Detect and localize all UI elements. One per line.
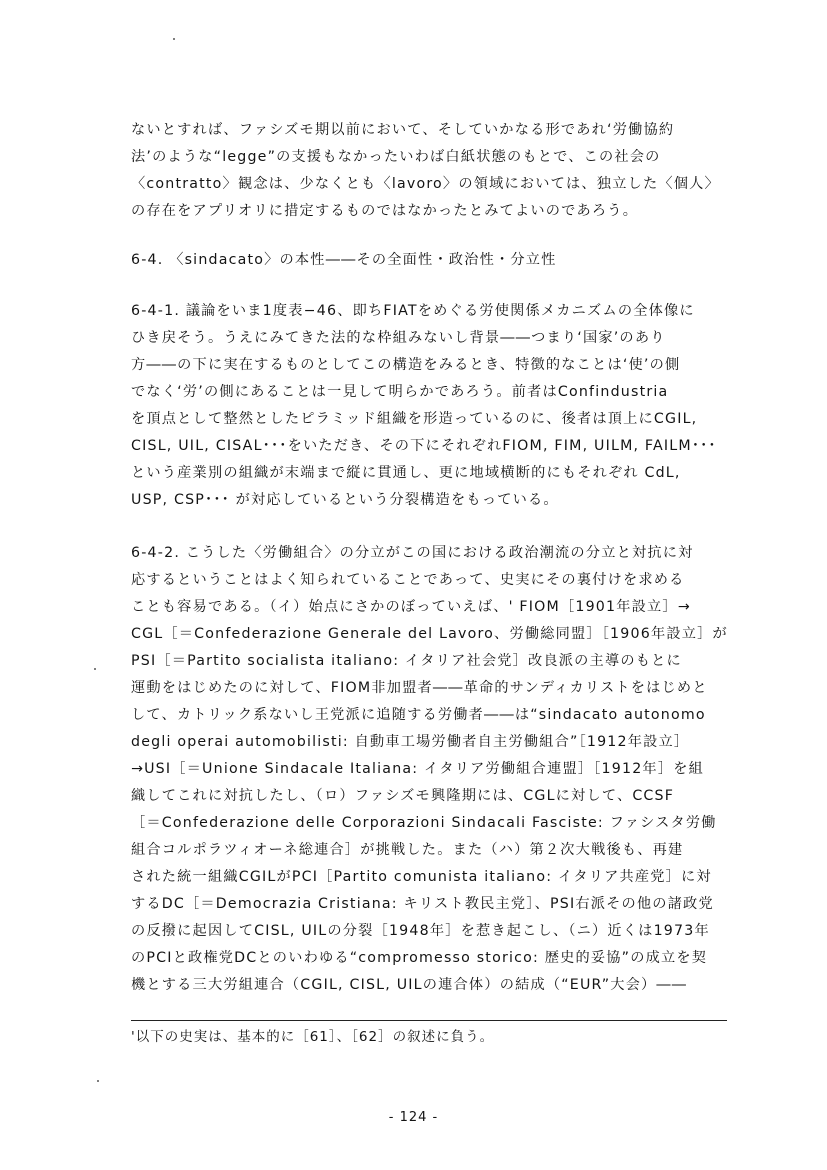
text-line: CGL［＝Confederazione Generale del Lavoro、労働総同盟］［1906年設立］が [131, 626, 728, 642]
page-number: - 124 - [388, 1110, 439, 1125]
text-line: ことも容易である。（イ）始点にさかのぼっていえば、' FIOM［1901年設立］→ [131, 599, 691, 615]
paragraph-6-4-1 [131, 298, 731, 514]
section-heading: 6-4. 〈sindacato〉の本性――その全面性・政治性・分立性 [131, 252, 557, 268]
text-line: という産業別の組織が末端まで縦に貫通し、更に地域横断的にもそれぞれ CdL, [131, 465, 681, 481]
text-line: PSI［＝Partito socialista italiano: イタリア社会党］改良派の主導のもとに [131, 653, 682, 669]
text-line: CISL, UIL, CISAL･･･をいただき、その下にそれぞれFIOM, FIM, UILM, FAILM･･･ [131, 438, 717, 454]
text-line: 6-4-1. 議論をいま1度表−46、即ちFIATをめぐる労使関係メカニズムの全体像に [131, 303, 695, 319]
text-line: USP, CSP･･･ が対応しているという分裂構造をもっている。 [131, 492, 559, 508]
text-line: ［＝Confederazione delle Corporazioni Sindacali Fasciste: ファシスタ労働 [131, 815, 717, 831]
text-line: 法’のような“legge”の支援もなかったいわば白紙状態のもとで、この社会の [131, 149, 661, 165]
text-line: 運動をはじめたのに対して、FIOM非加盟者――革命的サンディカリストをはじめと [131, 680, 708, 696]
text-line: された統一組織CGILがPCI［Partito comunista italiano: イタリア共産党］に対 [131, 869, 712, 885]
scan-speck [94, 668, 96, 670]
text-line: degli operai automobilisti: 自動車工場労働者自主労働組合”［1912年設立］ [131, 734, 690, 750]
text-line: ひき戻そう。うえにみてきた法的な枠組みないし背景――つまり‘国家’のあり [131, 330, 666, 346]
text-line: の反撥に起因してCISL, UILの分裂［1948年］を惹き起こし、（ニ）近くは1973年 [131, 923, 710, 939]
paragraph-intro [131, 117, 731, 225]
text-line: 方――の下に実在するものとしてこの構造をみるとき、特徴的なことは‘使’の側 [131, 357, 681, 373]
text-line: の存在をアプリオリに措定するものではなかったとみてよいのであろう。 [131, 203, 639, 219]
paragraph-6-4-2 [131, 540, 731, 999]
scan-speck [97, 1080, 99, 1082]
footnote-divider [131, 1020, 727, 1021]
text-line: 織してこれに対抗したし、（ロ）ファシズモ興隆期には、CGLに対して、CCSF [131, 788, 675, 804]
scan-speck [173, 38, 175, 40]
text-line: 組合コルポラツィオーネ総連合］が挑戦した。また（ハ）第２次大戦後も、再建 [131, 842, 684, 858]
text-line: を頂点として整然としたピラミッド組織を形造っているのに、後者は頂上にCGIL, [131, 411, 698, 427]
text-line: →USI［＝Unione Sindacale Italiana: イタリア労働組合連盟］［1912年］を組 [131, 761, 704, 777]
text-line: ないとすれば、ファシズモ期以前において、そしていかなる形であれ‘労働協約 [131, 122, 675, 138]
text-line: して、カトリック系ないし王党派に追随する労働者――は“sindacato autonomo [131, 707, 706, 723]
text-line: 〈contratto〉観念は、少なくとも〈lavoro〉の領域においては、独立した〈個人〉 [131, 176, 720, 192]
text-line: のPCIと政権党DCとのいわゆる“compromesso storico: 歴史的妥協”の成立を契 [131, 950, 708, 966]
footnote: '以下の史実は、基本的に［61］、［62］の叙述に負う。 [131, 1029, 495, 1045]
text-line: 応するということはよく知られていることであって、史実にその裏付けを求める [131, 572, 685, 588]
text-line: 6-4-2. こうした〈労働組合〉の分立がこの国における政治潮流の分立と対抗に対 [131, 545, 694, 561]
text-line: 機とする三大労組連合（CGIL, CISL, UILの連合体）の結成（“EUR”大会）―― [131, 977, 688, 993]
text-line: するDC［＝Democrazia Cristiana: キリスト教民主党］、PSI右派その他の諸政党 [131, 896, 714, 912]
text-line: でなく‘労’の側にあることは一見して明らかであろう。前者はConfindustria [131, 384, 669, 400]
